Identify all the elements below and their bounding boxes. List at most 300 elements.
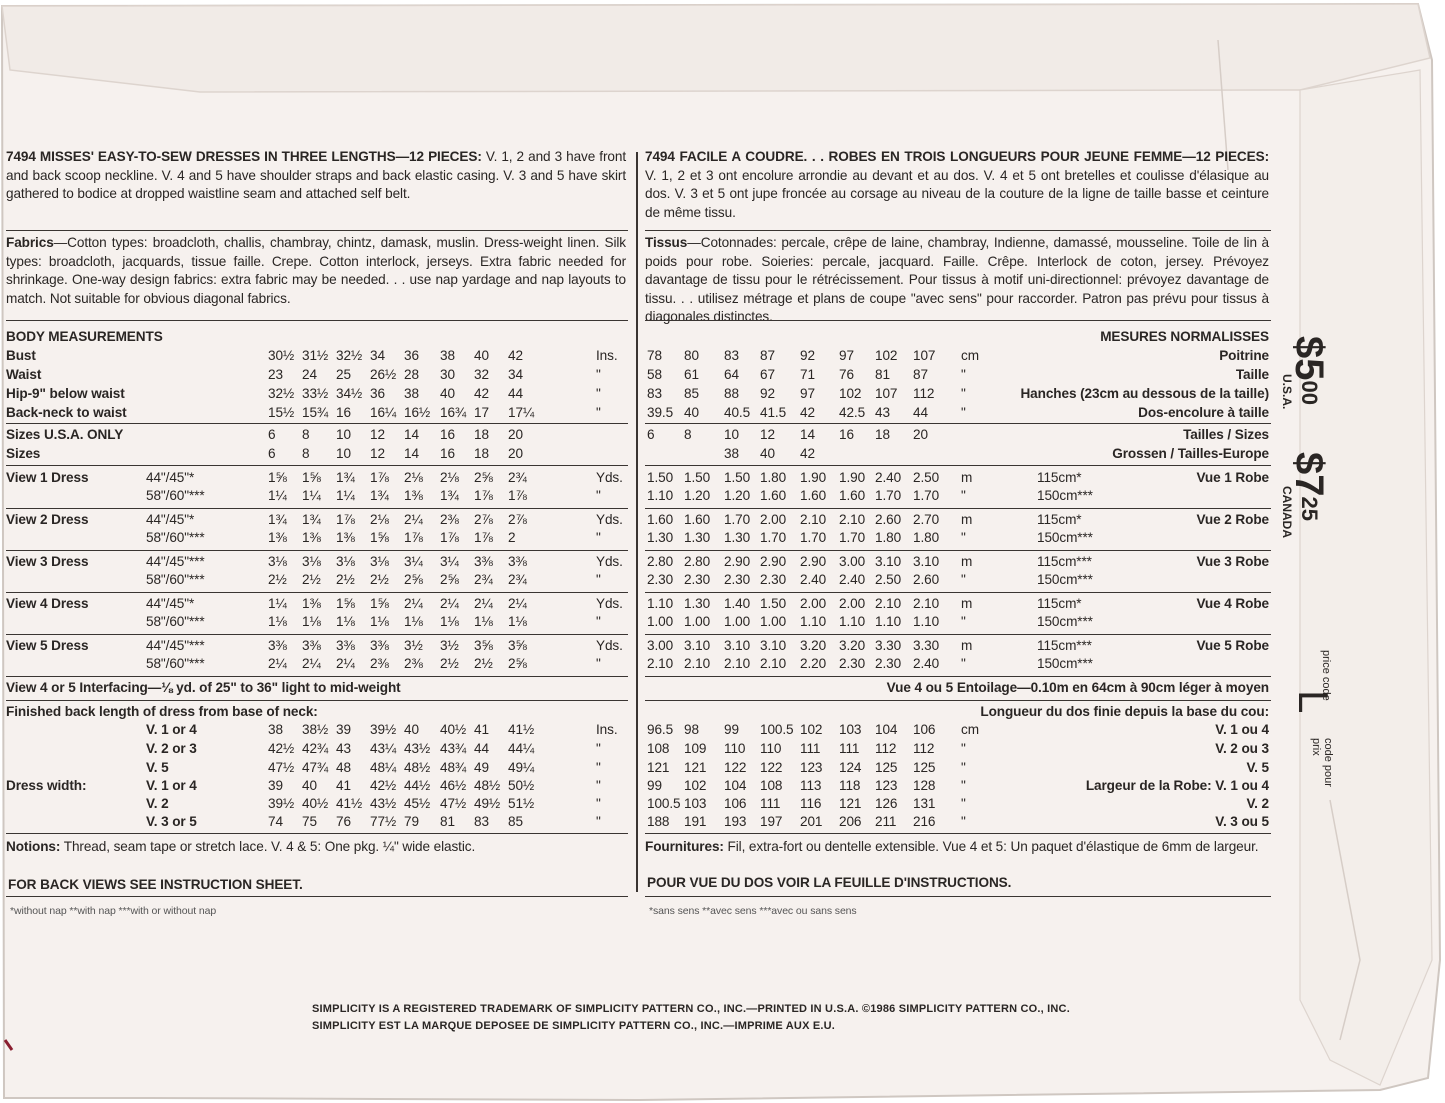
value-cell: 16½ — [404, 405, 431, 420]
value-cell: 42½ — [268, 741, 295, 756]
finished-length-row — [6, 740, 632, 759]
unit-cell: " — [961, 741, 966, 756]
value-cell: 111 — [839, 741, 860, 756]
unit-cell: " — [961, 367, 966, 382]
value-cell: 2.90 — [800, 554, 827, 569]
row-label: Hip-9" below waist — [6, 386, 125, 401]
value-cell: 106 — [913, 722, 936, 737]
value-cell: 116 — [800, 796, 822, 811]
value-cell: 61 — [684, 367, 699, 382]
value-cell: 2½ — [440, 656, 459, 671]
view-label: View 4 Dress — [6, 596, 89, 611]
value-cell: 2.00 — [839, 596, 866, 611]
value-cell: 1.10 — [647, 596, 674, 611]
yardage-row — [6, 469, 632, 488]
finished-length-row — [6, 721, 632, 740]
value-cell: 2⅝ — [440, 572, 459, 587]
measurement-row — [645, 347, 1271, 366]
value-cell: 118 — [839, 778, 861, 793]
value-cell: 67 — [760, 367, 775, 382]
value-cell: 87 — [760, 348, 775, 363]
value-cell: 2.30 — [724, 572, 751, 587]
value-cell: 122 — [760, 760, 783, 775]
value-cell: 40 — [440, 386, 455, 401]
unit-cell: Yds. — [596, 470, 623, 485]
divider — [6, 508, 628, 509]
value-cell: 1⅜ — [302, 530, 321, 545]
value-cell: 43¾ — [440, 741, 467, 756]
value-cell: 74 — [268, 814, 283, 829]
value-cell: 3½ — [404, 638, 423, 653]
value-cell: 1¼ — [268, 488, 287, 503]
value-cell: 1.00 — [684, 614, 711, 629]
divider — [645, 676, 1271, 677]
value-cell: 1.50 — [760, 596, 787, 611]
value-cell: 40 — [760, 446, 775, 461]
unit-cell: Ins. — [596, 722, 618, 737]
finished-length-row — [6, 759, 632, 778]
value-cell: 41 — [474, 722, 489, 737]
value-cell: 44¼ — [508, 741, 535, 756]
value-cell: 39½ — [268, 796, 295, 811]
value-cell: 10 — [724, 427, 739, 442]
fabric-width-cell: 150cm*** — [1037, 614, 1093, 629]
value-cell: 2¾ — [508, 470, 527, 485]
value-cell: 16¾ — [440, 405, 467, 420]
value-cell: 1.90 — [839, 470, 866, 485]
price-canada: $\$7^{25}$ — [1287, 452, 1331, 521]
value-cell: 2⅜ — [440, 512, 459, 527]
value-cell: 2¾ — [474, 572, 493, 587]
view-label: View 3 Dress — [6, 554, 89, 569]
value-cell: 121 — [647, 760, 670, 775]
value-cell: 3⅜ — [508, 554, 527, 569]
value-cell: 108 — [647, 741, 670, 756]
value-cell: 43 — [875, 405, 890, 420]
yardage-row — [6, 487, 632, 506]
value-cell: 1.30 — [647, 530, 674, 545]
value-cell: 49¼ — [508, 760, 535, 775]
row-label: V. 5 — [146, 760, 169, 775]
view-label: Vue 2 Robe — [1196, 512, 1269, 527]
value-cell: 1.60 — [684, 512, 711, 527]
value-cell: 2.30 — [839, 656, 866, 671]
en-finished-header: Finished back length of dress from base of neck: — [6, 704, 318, 719]
value-cell: 100.5 — [647, 796, 681, 811]
value-cell: 38 — [440, 348, 455, 363]
value-cell: 42 — [800, 405, 815, 420]
value-cell: 3¼ — [404, 554, 423, 569]
row-label: Largeur de la Robe: V. 1 ou 4 — [1085, 778, 1269, 793]
value-cell: 1⅜ — [302, 596, 321, 611]
value-cell: 47¾ — [302, 760, 329, 775]
value-cell: 12 — [370, 427, 385, 442]
value-cell: 51½ — [508, 796, 535, 811]
value-cell: 193 — [724, 814, 747, 829]
value-cell: 48¼ — [370, 760, 397, 775]
value-cell: 1.70 — [724, 512, 751, 527]
value-cell: 40½ — [302, 796, 329, 811]
fr-body-header: MESURES NORMALISSES — [1100, 329, 1269, 344]
yardage-row — [6, 571, 632, 590]
fabric-width-cell: 150cm*** — [1037, 656, 1093, 671]
value-cell: 16 — [839, 427, 854, 442]
value-cell: 103 — [684, 796, 707, 811]
divider — [645, 320, 1271, 321]
value-cell: 110 — [760, 741, 782, 756]
value-cell: 123 — [800, 760, 823, 775]
divider — [645, 896, 1271, 897]
value-cell: 79 — [404, 814, 419, 829]
value-cell: 110 — [724, 741, 746, 756]
divider — [6, 700, 628, 701]
value-cell: 98 — [684, 722, 699, 737]
value-cell: 1.50 — [724, 470, 751, 485]
en-title: 7494 MISSES' EASY-TO-SEW DRESSES IN THREE LENGTHS—12 PIECES: — [6, 149, 482, 164]
row-label: V. 3 ou 5 — [1215, 814, 1269, 829]
value-cell: 2.10 — [724, 656, 751, 671]
value-cell: 39 — [268, 778, 283, 793]
value-cell: 14 — [800, 427, 815, 442]
value-cell: 1.60 — [760, 488, 787, 503]
unit-cell: cm — [961, 348, 979, 363]
fr-title: 7494 FACILE A COUDRE. . . ROBES EN TROIS LONGUEURS POUR JEUNE FEMME—12 PIECES: — [645, 149, 1269, 164]
view-label: View 2 Dress — [6, 512, 89, 527]
value-cell: 10 — [336, 427, 351, 442]
unit-cell: " — [961, 530, 966, 545]
unit-cell: " — [596, 796, 601, 811]
value-cell: 42¾ — [302, 741, 329, 756]
fabric-width-cell: 58"/60"*** — [146, 656, 205, 671]
value-cell: 2⅞ — [508, 512, 527, 527]
unit-cell: m — [961, 554, 973, 569]
fabric-width-cell: 44"/45"*** — [146, 638, 205, 653]
unit-cell: " — [961, 656, 966, 671]
divider — [645, 508, 1271, 509]
value-cell: 1.40 — [724, 596, 751, 611]
fr-interfacing: Vue 4 ou 5 Entoilage—0.10m en 64cm à 90cm léger à moyen — [886, 680, 1269, 695]
value-cell: 44 — [474, 741, 489, 756]
french-column — [645, 148, 1271, 928]
value-cell: 1⅜ — [336, 530, 355, 545]
value-cell: 191 — [684, 814, 707, 829]
value-cell: 25 — [336, 367, 351, 382]
value-cell: 64 — [724, 367, 739, 382]
row-label: Poitrine — [1219, 348, 1269, 363]
yardage-row — [6, 553, 632, 572]
value-cell: 3⅜ — [336, 638, 355, 653]
value-cell: 3.10 — [913, 554, 940, 569]
value-cell: 1.30 — [724, 530, 751, 545]
value-cell: 34 — [370, 348, 385, 363]
divider — [6, 592, 628, 593]
value-cell: 1.60 — [800, 488, 827, 503]
row-label: Dos-encolure à taille — [1138, 405, 1269, 420]
value-cell: 124 — [839, 760, 862, 775]
unit-cell: " — [596, 405, 601, 420]
value-cell: 44 — [508, 386, 523, 401]
divider — [645, 465, 1271, 466]
value-cell: 40.5 — [724, 405, 751, 420]
measurement-row — [645, 404, 1271, 423]
value-cell: 2⅛ — [404, 470, 423, 485]
value-cell: 102 — [875, 348, 898, 363]
unit-cell: " — [596, 760, 601, 775]
divider — [645, 700, 1271, 701]
divider — [645, 634, 1271, 635]
fabric-width-cell: 115cm* — [1037, 470, 1082, 485]
value-cell: 3½ — [440, 638, 459, 653]
fabric-width-cell: 44"/45"* — [146, 512, 195, 527]
value-cell: 201 — [800, 814, 823, 829]
value-cell: 1⅛ — [370, 614, 389, 629]
row-label: Sizes — [6, 446, 41, 461]
value-cell: 48 — [336, 760, 351, 775]
value-cell: 18 — [474, 427, 489, 442]
fabric-width-cell: 115cm* — [1037, 596, 1082, 611]
value-cell: 2.40 — [839, 572, 866, 587]
view-label: View 1 Dress — [6, 470, 89, 485]
value-cell: 3.30 — [875, 638, 902, 653]
unit-cell: " — [961, 405, 966, 420]
value-cell: 1.70 — [875, 488, 902, 503]
divider — [6, 550, 628, 551]
yardage-row — [645, 571, 1271, 590]
value-cell: 32 — [474, 367, 489, 382]
row-label: V. 1 or 4 — [146, 722, 197, 737]
value-cell: 1.00 — [647, 614, 674, 629]
row-label: Sizes U.S.A. ONLY — [6, 427, 124, 442]
code-prix-label: code pour prix — [1310, 738, 1334, 787]
divider — [6, 634, 628, 635]
value-cell: 75 — [302, 814, 317, 829]
measurement-row — [6, 404, 632, 423]
value-cell: 81 — [440, 814, 455, 829]
value-cell: 2.30 — [647, 572, 674, 587]
value-cell: 123 — [875, 778, 898, 793]
fr-finished-header: Longueur du dos finie depuis la base du cou: — [980, 704, 1269, 719]
value-cell: 211 — [875, 814, 897, 829]
value-cell: 2.10 — [647, 656, 674, 671]
value-cell: 83 — [724, 348, 739, 363]
fabric-width-cell: 150cm*** — [1037, 488, 1093, 503]
value-cell: 1¾ — [336, 470, 355, 485]
unit-cell: " — [596, 530, 601, 545]
measurement-row — [645, 366, 1271, 385]
dress-width-row — [6, 813, 632, 832]
value-cell: 6 — [268, 427, 276, 442]
unit-cell: " — [961, 614, 966, 629]
value-cell: 76 — [839, 367, 854, 382]
value-cell: 3⅛ — [336, 554, 355, 569]
value-cell: 2⅞ — [474, 512, 493, 527]
value-cell: 107 — [875, 386, 898, 401]
finished-length-row — [645, 740, 1271, 759]
row-label: Taille — [1235, 367, 1269, 382]
row-label: V. 3 or 5 — [146, 814, 197, 829]
value-cell: 188 — [647, 814, 670, 829]
value-cell: 2.90 — [760, 554, 787, 569]
row-label: Waist — [6, 367, 42, 382]
dress-width-row — [645, 813, 1271, 832]
price-code-letter: L — [1290, 690, 1337, 714]
value-cell: 128 — [913, 778, 936, 793]
price-usa-label: U.S.A. — [1280, 374, 1294, 410]
value-cell: 38 — [268, 722, 283, 737]
fabric-width-cell: 150cm*** — [1037, 530, 1093, 545]
value-cell: 2⅝ — [508, 656, 527, 671]
value-cell: 41.5 — [760, 405, 787, 420]
value-cell: 1.10 — [913, 614, 940, 629]
view-label: Vue 1 Robe — [1196, 470, 1269, 485]
value-cell: 1.50 — [647, 470, 674, 485]
divider — [645, 230, 1271, 231]
unit-cell: Yds. — [596, 554, 623, 569]
english-column — [6, 148, 628, 928]
value-cell: 2.20 — [800, 656, 827, 671]
value-cell: 2.60 — [875, 512, 902, 527]
value-cell: 1⅛ — [440, 614, 459, 629]
value-cell: 42½ — [370, 778, 397, 793]
yardage-row — [645, 487, 1271, 506]
value-cell: 20 — [508, 427, 523, 442]
view-label: Vue 5 Robe — [1196, 638, 1269, 653]
fr-intro: 7494 FACILE A COUDRE. . . ROBES EN TROIS LONGUEURS POUR JEUNE FEMME—12 PIECES: V. 1, 2 et 3 ont encolure arrondie au devant et au dos. V. 4 et 5 ont bretelles et coulisse d'élasique au dos. V. 3 et 5 ont jupe froncée au corsage au niveau de la couture de la ligne de taille basse et ceinture de même tissu. — [645, 149, 1269, 220]
value-cell: 28 — [404, 367, 419, 382]
value-cell: 3⅜ — [474, 554, 493, 569]
dress-width-row — [6, 795, 632, 814]
value-cell: 104 — [875, 722, 898, 737]
value-cell: 2⅝ — [404, 572, 423, 587]
value-cell: 14 — [404, 427, 419, 442]
en-body-header: BODY MEASUREMENTS — [6, 329, 163, 344]
yardage-row — [6, 655, 632, 674]
unit-cell: Yds. — [596, 638, 623, 653]
value-cell: 92 — [800, 348, 815, 363]
value-cell: 1⅜ — [404, 488, 423, 503]
value-cell: 34 — [508, 367, 523, 382]
value-cell: 121 — [839, 796, 862, 811]
fabric-width-cell: 58"/60"*** — [146, 488, 205, 503]
value-cell: 1⅛ — [474, 614, 493, 629]
en-interfacing: View 4 or 5 Interfacing—⅛ yd. of 25" to 36" light to mid-weight — [6, 680, 401, 695]
value-cell: 3.10 — [724, 638, 751, 653]
value-cell: 1.70 — [913, 488, 940, 503]
value-cell: 126 — [875, 796, 898, 811]
value-cell: 3.10 — [760, 638, 787, 653]
value-cell: 1⅞ — [474, 488, 493, 503]
value-cell: 1⅝ — [268, 470, 287, 485]
unit-cell: " — [596, 656, 601, 671]
row-label: V. 2 — [1246, 796, 1269, 811]
value-cell: 81 — [875, 367, 890, 382]
fabric-width-cell: 58"/60"*** — [146, 530, 205, 545]
value-cell: 18 — [474, 446, 489, 461]
value-cell: 92 — [760, 386, 775, 401]
value-cell: 1.20 — [724, 488, 751, 503]
yardage-row — [645, 553, 1271, 572]
value-cell: 1.10 — [839, 614, 866, 629]
row-label: Hanches (23cm au dessous de la taille) — [1020, 386, 1269, 401]
value-cell: 3⅜ — [302, 638, 321, 653]
value-cell: 41½ — [508, 722, 535, 737]
dress-width-row — [6, 777, 632, 796]
value-cell: 6 — [268, 446, 276, 461]
value-cell: 2.80 — [684, 554, 711, 569]
divider — [6, 465, 628, 466]
value-cell: 125 — [875, 760, 898, 775]
value-cell: 76 — [336, 814, 351, 829]
value-cell: 1⅝ — [370, 596, 389, 611]
value-cell: 38½ — [302, 722, 329, 737]
value-cell: 2¼ — [336, 656, 355, 671]
value-cell: 42 — [800, 446, 815, 461]
value-cell: 3⅜ — [370, 638, 389, 653]
value-cell: 102 — [839, 386, 862, 401]
view-label: Vue 4 Robe — [1196, 596, 1269, 611]
value-cell: 1⅞ — [404, 530, 423, 545]
value-cell: 2¼ — [440, 596, 459, 611]
value-cell: 2¼ — [302, 656, 321, 671]
value-cell: 40 — [474, 348, 489, 363]
value-cell: 1.10 — [875, 614, 902, 629]
value-cell: 3⅛ — [302, 554, 321, 569]
value-cell: 2.10 — [875, 596, 902, 611]
value-cell: 41½ — [336, 796, 363, 811]
value-cell: 2⅝ — [474, 470, 493, 485]
value-cell: 40½ — [440, 722, 467, 737]
value-cell: 40 — [404, 722, 419, 737]
value-cell: 1⅝ — [302, 470, 321, 485]
yardage-row — [6, 637, 632, 656]
value-cell: 16 — [336, 405, 351, 420]
size-row — [6, 426, 632, 445]
price-usa: $\$5^{00}$ — [1287, 336, 1331, 405]
en-back-views-note: FOR BACK VIEWS SEE INSTRUCTION SHEET. — [8, 877, 303, 892]
value-cell: 12 — [760, 427, 775, 442]
row-label: Tailles / Sizes — [1183, 427, 1269, 442]
measurement-row — [6, 347, 632, 366]
fr-fabrics: Tissus—Cotonnades: percale, crêpe de laine, chambray, Indienne, damassé, mousseline. Toile de lin à poids pour robe. Soieries: percale, jacquard. Faille. Crêpe. Interlock de coton, jersey. Prévoyez davantage de tissu pour le rétrécissement. Pour tissus à motif uni-directionnel: prévoyez davantage de tissu. . . utilisez métrage et plans de coupe "avec sens" pour raccorder. Patron pas prévu pour tissus à diagonales distinctes. — [645, 235, 1269, 325]
fabric-width-cell: 115cm*** — [1037, 554, 1092, 569]
value-cell: 32½ — [268, 386, 295, 401]
unit-cell: Yds. — [596, 596, 623, 611]
value-cell: 1.70 — [800, 530, 827, 545]
footer-line-french: SIMPLICITY EST LA MARQUE DEPOSEE DE SIMPLICITY PATTERN CO., INC.—IMPRIME AUX E.U. — [312, 1020, 836, 1032]
value-cell: 2.10 — [839, 512, 866, 527]
yardage-row — [6, 595, 632, 614]
value-cell: 2.10 — [760, 656, 787, 671]
value-cell: 15½ — [268, 405, 295, 420]
value-cell: 31½ — [302, 348, 329, 363]
value-cell: 1.20 — [684, 488, 711, 503]
value-cell: 6 — [647, 427, 655, 442]
value-cell: 43½ — [404, 741, 431, 756]
value-cell: 3⅝ — [508, 638, 527, 653]
value-cell: 1⅞ — [370, 470, 389, 485]
value-cell: 14 — [404, 446, 419, 461]
value-cell: 1⅛ — [404, 614, 423, 629]
en-fabrics: Fabrics—Cotton types: broadcloth, challis, chambray, chintz, damask, muslin. Dress-weight linen. Silk types: broadcloth, jacquards, tissue faille. Crepe. Cotton interlock, jerseys. Extra fabric needed for shrinkage. One-way design fabrics: extra fabric may be needed. . . use nap yardage and nap layouts to match. Not suitable for obvious diagonal fabrics. — [6, 235, 626, 306]
size-row — [645, 426, 1271, 445]
value-cell: 50½ — [508, 778, 535, 793]
value-cell: 107 — [913, 348, 936, 363]
value-cell: 216 — [913, 814, 936, 829]
fabric-width-cell: 44"/45"* — [146, 470, 195, 485]
unit-cell: " — [961, 488, 966, 503]
value-cell: 39½ — [370, 722, 397, 737]
value-cell: 1.10 — [800, 614, 827, 629]
